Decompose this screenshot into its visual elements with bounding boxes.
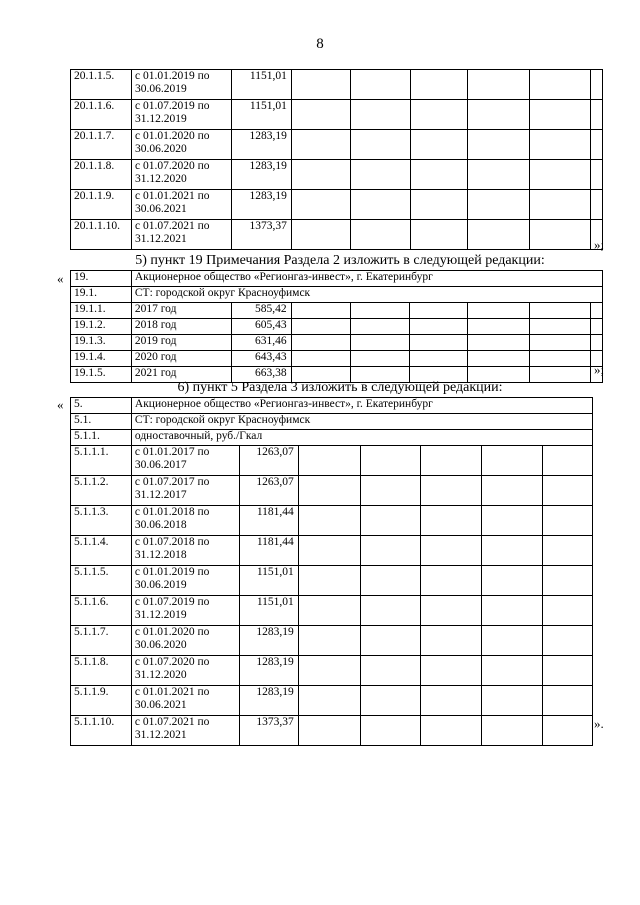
row-value: 1373,37 — [231, 220, 291, 250]
empty-cell — [468, 335, 530, 351]
table-row — [71, 596, 593, 626]
empty-cell — [468, 130, 530, 160]
empty-cell — [482, 506, 543, 536]
period-start: с 01.07.2019 по — [134, 596, 210, 608]
period-end: 31.12.2020 — [134, 669, 187, 681]
period-start: с 01.07.2019 по — [134, 100, 210, 112]
empty-cell — [350, 351, 410, 367]
row-code: 5.1.1.4. — [71, 536, 132, 566]
period-end: 31.12.2020 — [134, 173, 187, 185]
empty-cell — [350, 335, 410, 351]
empty-cell — [410, 220, 468, 250]
empty-cell — [530, 303, 591, 319]
empty-cell — [291, 160, 350, 190]
empty-cell — [482, 536, 543, 566]
st-code: 19.1. — [71, 287, 132, 303]
period-start: с 01.01.2021 по — [134, 686, 210, 698]
empty-cell — [350, 100, 410, 130]
sub-code: 5.1.1. — [71, 430, 132, 446]
amendment-heading-6: 6) пункт 5 Раздела 3 изложить в следующей редакции: — [177, 380, 503, 395]
empty-cell — [410, 351, 468, 367]
row-period — [131, 160, 231, 190]
period-end: 31.12.2021 — [134, 729, 187, 741]
st-name: СТ: городской округ Красноуфимск — [131, 287, 602, 303]
empty-cell — [530, 190, 591, 220]
table-row — [71, 130, 603, 160]
period-end: 31.12.2019 — [134, 609, 187, 621]
empty-cell — [350, 319, 410, 335]
row-value: 1263,07 — [239, 446, 298, 476]
empty-cell — [530, 160, 591, 190]
row-value: 1283,19 — [231, 190, 291, 220]
table-row — [71, 446, 593, 476]
empty-cell — [291, 303, 350, 319]
empty-cell — [410, 319, 468, 335]
empty-cell — [350, 220, 410, 250]
period-end: 30.06.2019 — [134, 83, 187, 95]
row-code: 5.1.1.6. — [71, 596, 132, 626]
row-code: 5.1.1.2. — [71, 476, 132, 506]
empty-cell — [421, 716, 482, 746]
row-period — [131, 716, 239, 746]
row-value: 585,42 — [231, 303, 291, 319]
row-year: 2019 год — [131, 335, 231, 351]
row-value: 1151,01 — [239, 596, 298, 626]
row-value: 605,43 — [231, 319, 291, 335]
row-value: 1283,19 — [239, 626, 298, 656]
st-code: 5.1. — [71, 414, 132, 430]
period-start: с 01.01.2018 по — [134, 506, 210, 518]
empty-cell — [543, 716, 593, 746]
row-period — [131, 190, 231, 220]
empty-cell — [291, 100, 350, 130]
row-value: 1283,19 — [239, 656, 298, 686]
empty-cell — [410, 303, 468, 319]
period-start: с 01.01.2019 по — [134, 566, 210, 578]
empty-cell — [530, 220, 591, 250]
empty-cell — [410, 190, 468, 220]
empty-cell — [421, 506, 482, 536]
row-period — [131, 100, 231, 130]
empty-cell — [410, 70, 468, 100]
empty-cell — [543, 656, 593, 686]
org-code: 5. — [71, 398, 132, 414]
org-code: 19. — [71, 271, 132, 287]
empty-cell — [482, 596, 543, 626]
empty-cell — [298, 686, 360, 716]
period-start: с 01.07.2017 по — [134, 476, 210, 488]
empty-cell — [530, 351, 591, 367]
empty-cell — [298, 656, 360, 686]
empty-cell — [360, 716, 421, 746]
empty-cell — [543, 566, 593, 596]
empty-cell — [350, 160, 410, 190]
empty-cell — [530, 100, 591, 130]
empty-cell — [421, 686, 482, 716]
empty-cell — [468, 319, 530, 335]
empty-cell — [298, 536, 360, 566]
row-value: 631,46 — [231, 335, 291, 351]
table-row — [71, 190, 603, 220]
empty-cell — [543, 506, 593, 536]
empty-cell — [590, 130, 602, 160]
empty-cell — [590, 335, 602, 351]
empty-cell — [350, 70, 410, 100]
st-row — [71, 287, 603, 303]
table1-body — [71, 70, 603, 250]
row-period — [131, 656, 239, 686]
period-start: с 01.01.2020 по — [134, 626, 210, 638]
empty-cell — [482, 476, 543, 506]
period-start: с 01.07.2018 по — [134, 536, 210, 548]
tariff-table-section-3-5 — [70, 397, 593, 746]
org-row — [71, 398, 593, 414]
st-row — [71, 414, 593, 430]
empty-cell — [410, 335, 468, 351]
row-period — [131, 596, 239, 626]
row-value: 1373,37 — [239, 716, 298, 746]
row-code: 20.1.1.10. — [71, 220, 132, 250]
empty-cell — [482, 686, 543, 716]
empty-cell — [421, 596, 482, 626]
empty-cell — [530, 70, 591, 100]
empty-cell — [421, 626, 482, 656]
empty-cell — [360, 506, 421, 536]
row-period — [131, 220, 231, 250]
empty-cell — [482, 716, 543, 746]
sub-name: одноставочный, руб./Гкал — [131, 430, 592, 446]
period-end: 31.12.2019 — [134, 113, 187, 125]
org-name: Акционерное общество «Регионгаз-инвест», г. Екатеринбург — [131, 271, 602, 287]
empty-cell — [530, 130, 591, 160]
period-end: 31.12.2018 — [134, 549, 187, 561]
row-code: 5.1.1.8. — [71, 656, 132, 686]
empty-cell — [291, 70, 350, 100]
page-number: 8 — [316, 36, 324, 52]
period-end: 30.06.2017 — [134, 459, 187, 471]
row-value: 1151,01 — [231, 70, 291, 100]
table-row — [71, 70, 603, 100]
row-code: 5.1.1.9. — [71, 686, 132, 716]
empty-cell — [360, 596, 421, 626]
row-period — [131, 446, 239, 476]
sub-row — [71, 430, 593, 446]
closing-mark-3: ». — [594, 716, 604, 731]
table3-body — [71, 446, 593, 746]
table2-body — [71, 303, 603, 383]
empty-cell — [543, 626, 593, 656]
empty-cell — [590, 319, 602, 335]
row-code: 19.1.2. — [71, 319, 132, 335]
empty-cell — [468, 70, 530, 100]
row-value: 1283,19 — [239, 686, 298, 716]
open-mark-3: « — [57, 397, 64, 412]
empty-cell — [291, 335, 350, 351]
row-value: 1181,44 — [239, 536, 298, 566]
period-start: с 01.07.2020 по — [134, 656, 210, 668]
row-code: 20.1.1.6. — [71, 100, 132, 130]
empty-cell — [482, 626, 543, 656]
row-year: 2020 год — [131, 351, 231, 367]
table-row — [71, 319, 603, 335]
row-value: 643,43 — [231, 351, 291, 367]
empty-cell — [360, 446, 421, 476]
period-start: с 01.07.2021 по — [134, 220, 210, 232]
row-code: 19.1.1. — [71, 303, 132, 319]
table-row — [71, 566, 593, 596]
empty-cell — [590, 160, 602, 190]
st-name: СТ: городской округ Красноуфимск — [131, 414, 592, 430]
empty-cell — [468, 351, 530, 367]
empty-cell — [482, 566, 543, 596]
period-start: с 01.07.2021 по — [134, 716, 210, 728]
row-period — [131, 476, 239, 506]
empty-cell — [590, 303, 602, 319]
empty-cell — [421, 566, 482, 596]
period-end: 30.06.2020 — [134, 143, 187, 155]
empty-cell — [482, 446, 543, 476]
row-period — [131, 686, 239, 716]
empty-cell — [350, 303, 410, 319]
row-period — [131, 566, 239, 596]
amendment-heading-5: 5) пункт 19 Примечания Раздела 2 изложить в следующей редакции: — [135, 253, 545, 268]
empty-cell — [468, 100, 530, 130]
row-code: 19.1.3. — [71, 335, 132, 351]
row-period — [131, 536, 239, 566]
period-end: 30.06.2018 — [134, 519, 187, 531]
empty-cell — [298, 566, 360, 596]
empty-cell — [360, 536, 421, 566]
empty-cell — [298, 716, 360, 746]
row-code: 20.1.1.9. — [71, 190, 132, 220]
empty-cell — [590, 70, 602, 100]
org-name: Акционерное общество «Регионгаз-инвест», г. Екатеринбург — [131, 398, 592, 414]
row-value: 1151,01 — [239, 566, 298, 596]
empty-cell — [360, 476, 421, 506]
empty-cell — [291, 351, 350, 367]
tariff-table-section-19 — [70, 270, 603, 383]
row-year: 2018 год — [131, 319, 231, 335]
empty-cell — [543, 446, 593, 476]
empty-cell — [298, 596, 360, 626]
row-code: 19.1.4. — [71, 351, 132, 367]
empty-cell — [543, 596, 593, 626]
empty-cell — [410, 100, 468, 130]
row-year: 2021 год — [131, 367, 231, 383]
empty-cell — [410, 130, 468, 160]
empty-cell — [350, 190, 410, 220]
row-value: 1263,07 — [239, 476, 298, 506]
row-code: 20.1.1.7. — [71, 130, 132, 160]
table-row — [71, 626, 593, 656]
row-period — [131, 626, 239, 656]
empty-cell — [590, 100, 602, 130]
open-mark-2: « — [57, 271, 64, 286]
period-end: 31.12.2017 — [134, 489, 187, 501]
empty-cell — [468, 190, 530, 220]
table-row — [71, 335, 603, 351]
empty-cell — [291, 220, 350, 250]
table-row — [71, 220, 603, 250]
empty-cell — [298, 446, 360, 476]
empty-cell — [421, 656, 482, 686]
row-code: 19.1.5. — [71, 367, 132, 383]
row-code: 5.1.1.5. — [71, 566, 132, 596]
empty-cell — [360, 626, 421, 656]
period-end: 31.12.2021 — [134, 233, 187, 245]
row-code: 5.1.1.3. — [71, 506, 132, 536]
empty-cell — [590, 190, 602, 220]
table-row — [71, 686, 593, 716]
empty-cell — [543, 536, 593, 566]
row-value: 1181,44 — [239, 506, 298, 536]
empty-cell — [543, 476, 593, 506]
empty-cell — [298, 506, 360, 536]
table-row — [71, 716, 593, 746]
row-period — [131, 70, 231, 100]
empty-cell — [421, 446, 482, 476]
closing-mark-1: »; — [594, 237, 605, 252]
period-end: 30.06.2020 — [134, 639, 187, 651]
empty-cell — [350, 130, 410, 160]
table-row — [71, 160, 603, 190]
empty-cell — [530, 335, 591, 351]
row-code: 20.1.1.5. — [71, 70, 132, 100]
row-year: 2017 год — [131, 303, 231, 319]
empty-cell — [360, 686, 421, 716]
empty-cell — [360, 566, 421, 596]
empty-cell — [543, 686, 593, 716]
empty-cell — [468, 220, 530, 250]
row-value: 1283,19 — [231, 160, 291, 190]
row-period — [131, 506, 239, 536]
period-start: с 01.07.2020 по — [134, 160, 210, 172]
period-end: 30.06.2021 — [134, 203, 187, 215]
tariff-table-section-20 — [70, 69, 603, 250]
table-row — [71, 536, 593, 566]
org-row — [71, 271, 603, 287]
row-code: 5.1.1.1. — [71, 446, 132, 476]
table-row — [71, 303, 603, 319]
empty-cell — [530, 319, 591, 335]
closing-mark-2: »; — [594, 362, 605, 377]
table-row — [71, 476, 593, 506]
empty-cell — [360, 656, 421, 686]
period-start: с 01.01.2021 по — [134, 190, 210, 202]
empty-cell — [291, 190, 350, 220]
empty-cell — [421, 536, 482, 566]
row-value: 663,38 — [231, 367, 291, 383]
row-code: 5.1.1.7. — [71, 626, 132, 656]
row-value: 1283,19 — [231, 130, 291, 160]
empty-cell — [410, 160, 468, 190]
empty-cell — [291, 130, 350, 160]
table-row — [71, 351, 603, 367]
empty-cell — [468, 303, 530, 319]
period-start: с 01.01.2017 по — [134, 446, 210, 458]
empty-cell — [298, 626, 360, 656]
row-value: 1151,01 — [231, 100, 291, 130]
table-row — [71, 506, 593, 536]
empty-cell — [298, 476, 360, 506]
empty-cell — [482, 656, 543, 686]
empty-cell — [421, 476, 482, 506]
row-code: 5.1.1.10. — [71, 716, 132, 746]
period-start: с 01.01.2019 по — [134, 70, 210, 82]
period-end: 30.06.2019 — [134, 579, 187, 591]
row-period — [131, 130, 231, 160]
period-end: 30.06.2021 — [134, 699, 187, 711]
empty-cell — [468, 160, 530, 190]
row-code: 20.1.1.8. — [71, 160, 132, 190]
table-row — [71, 100, 603, 130]
empty-cell — [291, 319, 350, 335]
period-start: с 01.01.2020 по — [134, 130, 210, 142]
table-row — [71, 656, 593, 686]
